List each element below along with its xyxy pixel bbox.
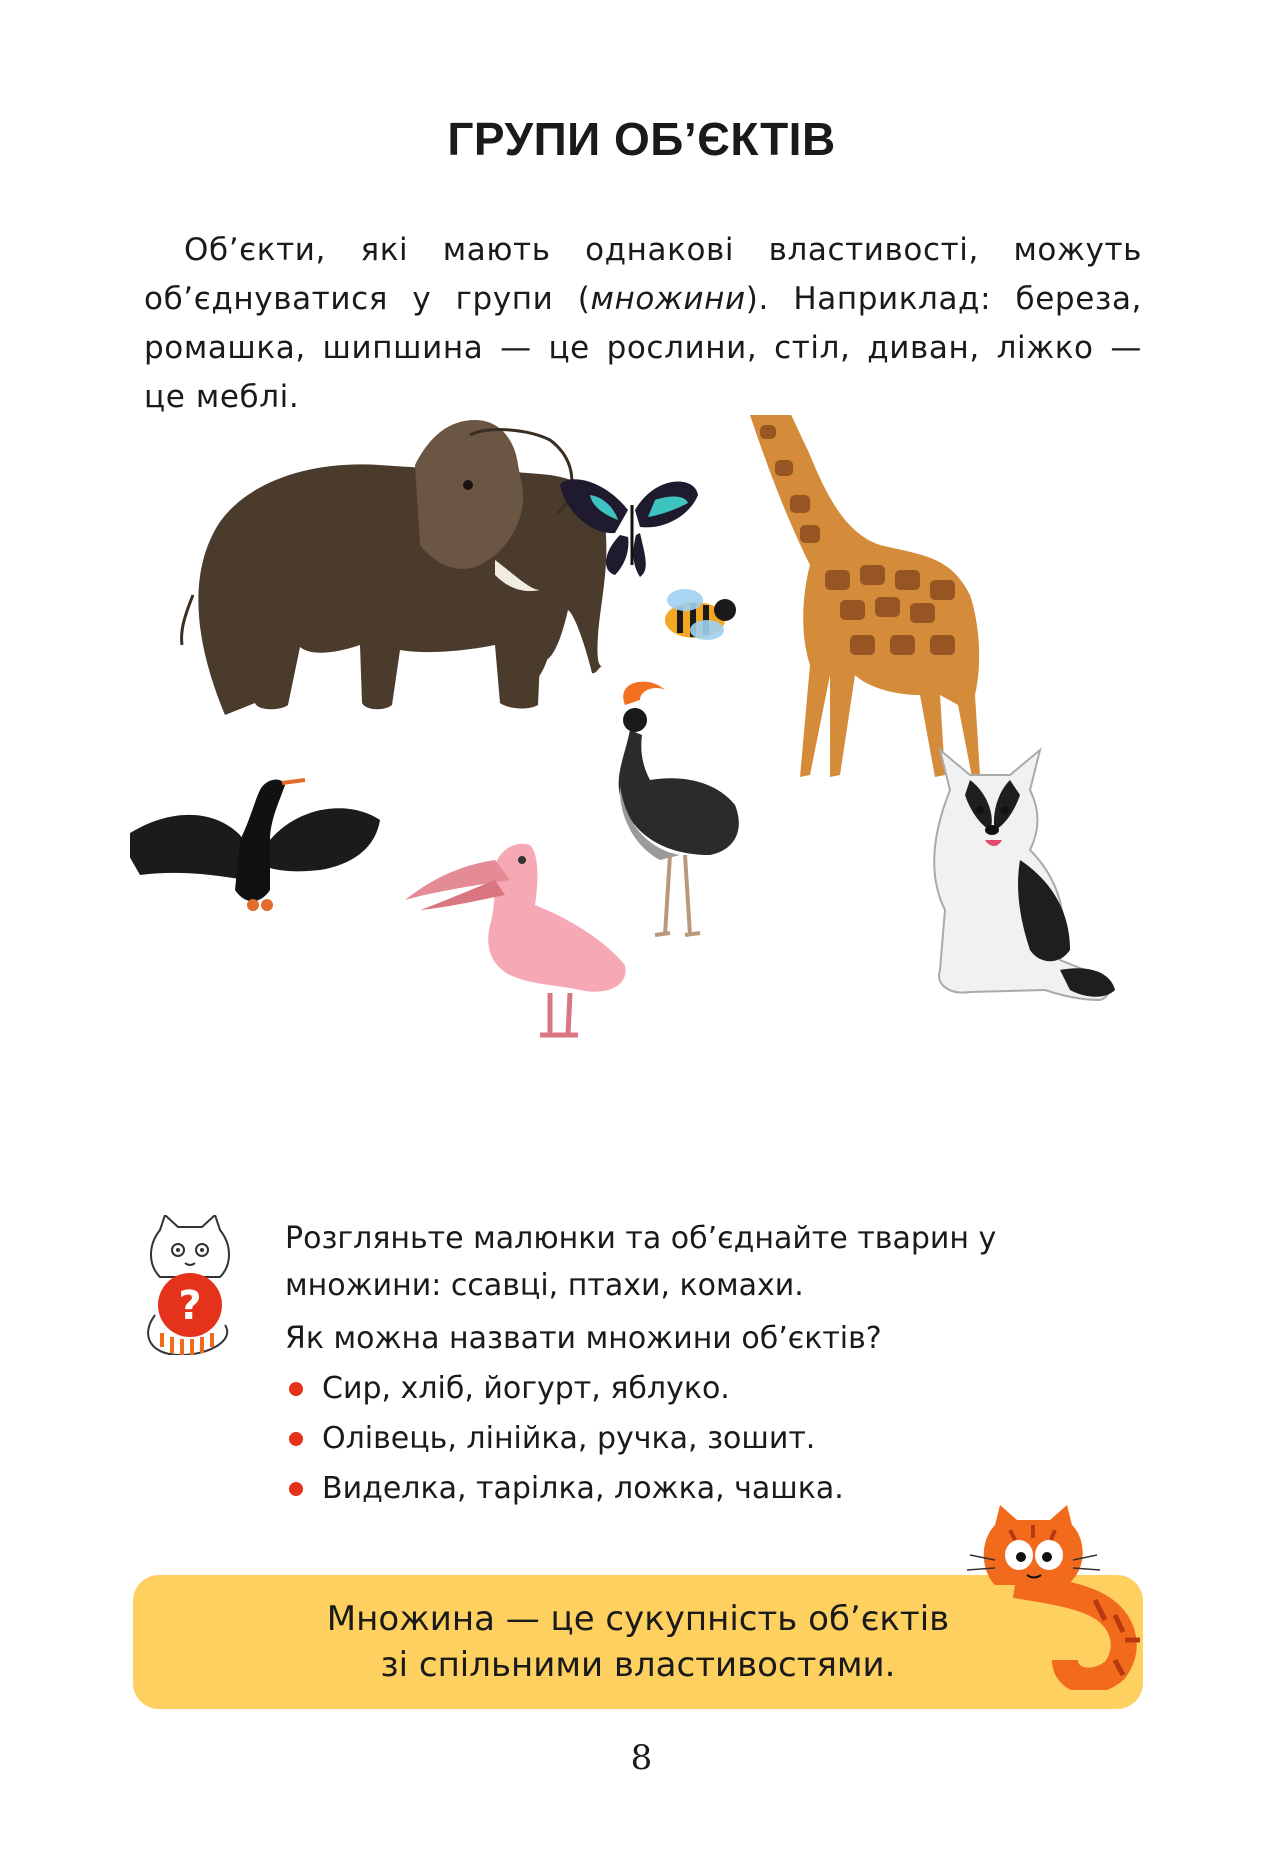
intro-italic-term: множини xyxy=(590,281,746,317)
page-title: ГРУПИ ОБ’ЄКТІВ xyxy=(447,113,836,165)
crowned-crane-image xyxy=(619,682,739,935)
svg-text:?: ? xyxy=(178,1283,202,1329)
bullet-dot-icon xyxy=(289,1482,303,1496)
husky-dog-image xyxy=(934,750,1115,1000)
task-bullets xyxy=(285,1365,1150,1512)
intro-text-start: Об’єкти, які мають однакові властивості, можуть об’єднуватися у групи ( xyxy=(144,232,1142,317)
animals-illustration xyxy=(130,415,1170,1195)
list-item: Сир, хліб, йогурт, яблуко. xyxy=(285,1365,1150,1412)
giraffe-image xyxy=(720,415,980,777)
list-item: Олівець, лінійка, ручка, зошит. xyxy=(285,1415,1150,1462)
bee-image xyxy=(665,589,736,640)
definition-line-1: Множина — це сукупність об’єктів xyxy=(326,1599,950,1639)
intro-text-end: ). Наприклад: береза, ромашка, шипшина — це рослини, стіл, диван, ліжко — це меблі. xyxy=(144,281,1142,415)
page-number: 8 xyxy=(630,1738,653,1778)
list-item: Виделка, тарілка, ложка, чашка. xyxy=(285,1465,1150,1512)
definition-line-2: зі спільними властивостями. xyxy=(380,1645,896,1685)
pelican-image xyxy=(405,844,626,1035)
task-question: Як можна назвати множини об’єктів? xyxy=(285,1321,882,1356)
task-instruction: Розгляньте малюнки та об’єднайте тварин у множини: ссавці, птахи, комахи. xyxy=(285,1221,997,1303)
orange-cat-image xyxy=(955,1500,1175,1690)
bullet-dot-icon xyxy=(289,1432,303,1446)
cormorant-image xyxy=(130,780,380,911)
cat-with-question-icon xyxy=(140,1215,240,1355)
intro-paragraph xyxy=(144,226,1142,422)
elephant-image xyxy=(182,420,607,715)
task-text xyxy=(285,1215,1150,1512)
bullet-dot-icon xyxy=(289,1382,303,1396)
